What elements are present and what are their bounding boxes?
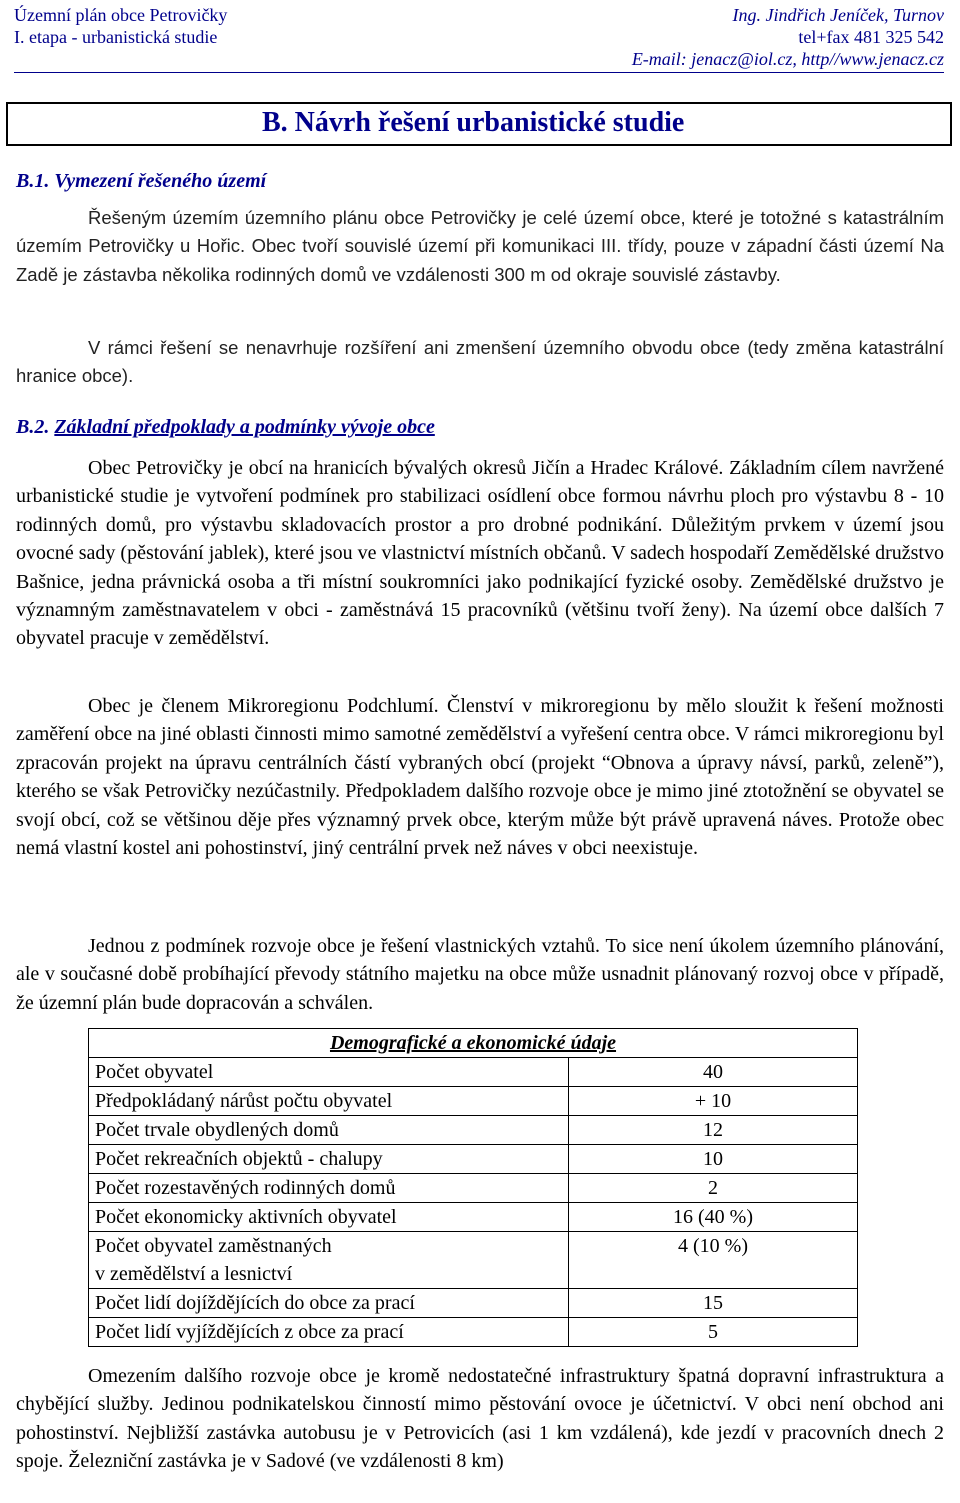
page-header-left (14, 4, 227, 48)
author-phone: tel+fax 481 325 542 (798, 27, 944, 47)
table-row (89, 1289, 858, 1318)
paragraph-text: Obec je členem Mikroregionu Podchlumí. Členství v mikroregionu by mělo sloužit k řešení možnosti zaměření obce na jiné oblasti činnosti mimo samotné zemědělství a vyřešení centra obce. V rámci mikroregionu byl zpracován projekt na úpravu centrálních částí vybraných obcí (projekt “Obnova a úpravy návsí, parků, zeleně”), kterého se však Petrovičky nezúčastnily. Předpokladem dalšího rozvoje obce je mimo jiné ztotožnění se obyvatel se svojí obcí, což se většinou děje přes významný prvek obce, kterým může být právě upravená náves. Protože obec nemá vlastní kostel ani pohostinství, jiný centrální prvek než náves v obci neexistuje. (16, 695, 944, 860)
paragraph-territory (16, 204, 944, 289)
row-label-line2: v zemědělství a lesnictví (95, 1263, 293, 1285)
paragraph-text: V rámci řešení se nenavrhuje rozšíření ani zmenšení územního obvodu obce (tedy změna katastrální hranice obce). (16, 337, 944, 387)
table-row (89, 1116, 858, 1145)
chapter-title: B. Návrh řešení urbanistické studie (262, 107, 685, 138)
author-contact: E-mail: jenacz@iol.cz, http//www.jenacz.cz (631, 49, 944, 69)
row-label: Počet ekonomicky aktivních obyvatel (89, 1203, 569, 1232)
row-value: 40 (569, 1058, 858, 1087)
table-row (89, 1232, 858, 1289)
table-row (89, 1087, 858, 1116)
table-caption (89, 1029, 858, 1058)
paragraph-text: Omezením dalšího rozvoje obce je kromě nedostatečné infrastruktury špatná dopravní infrastruktura a chybějící služby. Jedinou podnikatelskou činností mimo pěstování ovoce je účetnictví. V obci není obchod ani pohostinství. Nejbližší zastávka autobusu je v Petrovicích (asi 1 km vzdálená), kde jezdí v pracovních dnech 2 spoje. Železniční zastávka je v Sadové (ve vzdálenosti 8 km) (16, 1365, 944, 1473)
table-caption-row (89, 1029, 858, 1058)
section-heading-b2 (16, 416, 435, 439)
row-label: Počet trvale obydlených domů (89, 1116, 569, 1145)
section-title: Základní předpoklady a podmínky vývoje obce (54, 416, 435, 438)
row-label: Počet lidí vyjíždějících z obce za prací (89, 1318, 569, 1347)
row-value: 12 (569, 1116, 858, 1145)
page-header-right (632, 4, 944, 70)
paragraph-conditions (16, 454, 944, 653)
table-row (89, 1203, 858, 1232)
row-value: 5 (569, 1318, 858, 1347)
document-title: Územní plán obce Petrovičky (14, 5, 228, 25)
paragraph-text: Řešeným územím územního plánu obce Petrovičky je celé území obce, které je totožné s katastrálním územím Petrovičky u Hořic. Obec tvoří souvislé území při komunikaci III. třídy, pouze v západní části území Na Zadě je zástavba několika rodinných domů ve vzdálenosti 300 m od okraje souvislé zástavby. (16, 207, 944, 285)
section-heading-b1: B.1. Vymezení řešeného území (16, 170, 267, 192)
paragraph-limitations (16, 1362, 944, 1476)
row-label (89, 1232, 569, 1289)
table-row (89, 1145, 858, 1174)
row-label: Předpokládaný nárůst počtu obyvatel (89, 1087, 569, 1116)
row-value: 2 (569, 1174, 858, 1203)
table-row (89, 1318, 858, 1347)
row-value: 10 (569, 1145, 858, 1174)
row-label: Počet obyvatel (89, 1058, 569, 1087)
table-row (89, 1058, 858, 1087)
row-label: Počet lidí dojíždějících do obce za prací (89, 1289, 569, 1318)
table-caption-text: Demografické a ekonomické údaje (329, 1032, 617, 1054)
paragraph-ownership (16, 932, 944, 1017)
author-name: Ing. Jindřich Jeníček, Turnov (732, 5, 944, 25)
row-value: + 10 (569, 1087, 858, 1116)
row-value: 16 (40 %) (569, 1203, 858, 1232)
document-subtitle: I. etapa - urbanistická studie (14, 27, 218, 47)
chapter-title-box (6, 102, 952, 146)
demographic-table (88, 1028, 858, 1347)
paragraph-text: Obec Petrovičky je obcí na hranicích bývalých okresů Jičín a Hradec Králové. Základním cílem navržené urbanistické studie je vytvoření podmínek pro stabilizaci osídlení obce formou návrhu ploch pro výstavbu 8 - 10 rodinných domů, pro výstavbu skladovacích prostor a pro drobné podnikání. Důležitým prvkem v území jsou ovocné sady (pěstování jablek), které jsou ve vlastnictví místních občanů. V sadech hospodaří Zemědělské družstvo Bašnice, jedna právnická osoba a tři místní soukromníci jako podnikající fyzické osoby. Zemědělské družstvo je významným zaměstnavatelem v obci - zaměstnává 15 pracovníků (většinu tvoří ženy). Na území obce dalších 7 obyvatel pracuje v zemědělství. (16, 457, 944, 650)
paragraph-text: Jednou z podmínek rozvoje obce je řešení vlastnických vztahů. To sice není úkolem územního plánování, ale v současné době probíhající převody státního majetku na obce může usnadnit plánovaný rozvoj obce v případě, že územní plán bude dopracován a schválen. (16, 935, 944, 1014)
row-value: 4 (10 %) (569, 1232, 858, 1289)
section-number: B.2. (16, 416, 50, 438)
row-label: Počet rekreačních objektů - chalupy (89, 1145, 569, 1174)
row-label-line1: Počet obyvatel zaměstnaných (95, 1235, 332, 1257)
header-divider (14, 72, 944, 73)
paragraph-boundary (16, 334, 944, 391)
row-label: Počet rozestavěných rodinných domů (89, 1174, 569, 1203)
paragraph-microregion (16, 692, 944, 862)
table-row (89, 1174, 858, 1203)
row-value: 15 (569, 1289, 858, 1318)
